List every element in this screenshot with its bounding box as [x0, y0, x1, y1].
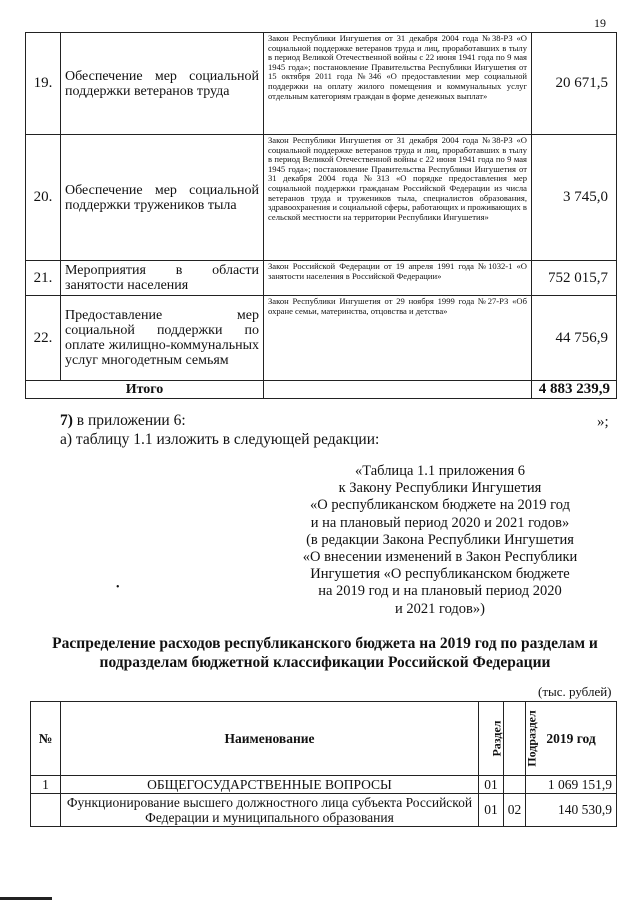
units-label: (тыс. рублей) [538, 684, 612, 699]
row-subsection [504, 776, 526, 794]
caption-line: Ингушетия «О республиканском бюджете [310, 566, 570, 583]
budget-table [30, 701, 617, 827]
caption-line: «О республиканском бюджете на 2019 год [310, 497, 570, 514]
row-number: 19. [26, 33, 61, 135]
section-heading: Распределение расходов республиканского бюджета на 2019 год по разделам и подразделам бюджетной классификации Российской Федерации [52, 635, 598, 671]
total-row [26, 381, 617, 399]
row-number [31, 794, 61, 827]
paragraph-text: в приложении 6: [72, 412, 186, 429]
table-header-row [31, 702, 617, 776]
measure-name: Мероприятия в области занятости населения [61, 261, 264, 296]
caption-line: «Таблица 1.1 приложения 6 [355, 463, 525, 479]
table-row [31, 776, 617, 794]
total-amount: 4 883 239,9 [532, 381, 617, 399]
paragraph-a: а) таблицу 1.1 изложить в следующей редакции: [60, 431, 380, 448]
row-number: 20. [26, 135, 61, 261]
legal-basis: Закон Республики Ингушетия от 31 декабря 2004 года №38-РЗ «О социальной поддержке ветеранов труда и лиц, проработавших в тылу в период Великой Отечественной войны с 22 июня 1941 года по 9 мая 1945 года»; постановление Правительства Республики Ингушетия от 31 декабря 2004 года №313 «О порядке предоставления мер социальной поддержки гражданам Российской Федерации из числа ветеранов труда и тружеников тыла, специалистов образования, здравоохранения и социальной сферы, работающих и проживающих в сельской местности на территории Республики Ингушетия» [264, 135, 532, 261]
row-amount: 140 530,9 [526, 794, 617, 827]
legal-basis: Закон Республики Ингушетия от 29 ноября 1999 года №27-РЗ «Об охране семьи, материнства, отцовства и детства» [264, 296, 532, 381]
row-number: 1 [31, 776, 61, 794]
table-row [31, 794, 617, 827]
caption-line: и на плановый период 2020 и 2021 годов» [310, 514, 570, 531]
closing-quote: »; [597, 414, 609, 430]
row-name: Функционирование высшего должностного лица субъекта Российской Федерации и муниципального образования [61, 794, 479, 827]
caption-line: на 2019 год и на плановый период 2020 [318, 583, 562, 600]
table-row [26, 135, 617, 261]
scan-edge-mark [0, 897, 52, 900]
table-row [26, 296, 617, 381]
measure-name: Обеспечение мер социальной поддержки ветеранов труда [61, 33, 264, 135]
caption-line: и 2021 годов») [395, 600, 485, 617]
measure-name: Предоставление мер социальной поддержки по оплате жилищно-коммунальных услуг многодетным семьям [61, 296, 264, 381]
col-header-num: № [31, 702, 61, 776]
row-number: 22. [26, 296, 61, 381]
col-header-section [479, 702, 504, 776]
stray-dot: • [116, 582, 120, 593]
page-number: 19 [594, 16, 606, 30]
amount: 3 745,0 [532, 135, 617, 261]
total-label: Итого [26, 381, 264, 399]
social-support-table [25, 32, 617, 399]
caption-line: «О внесении изменений в Закон Республики [302, 549, 578, 566]
total-empty-cell [264, 381, 532, 399]
amount: 752 015,7 [532, 261, 617, 296]
col-header-subsection [504, 702, 539, 776]
table-row [26, 261, 617, 296]
table-caption [290, 463, 590, 618]
row-number: 21. [26, 261, 61, 296]
paragraph-7 [60, 412, 186, 430]
col-header-year: 2019 год [526, 702, 617, 776]
row-section: 01 [479, 794, 504, 827]
caption-line: (в редакции Закона Республики Ингушетия [306, 531, 574, 548]
measure-name: Обеспечение мер социальной поддержки тружеников тыла [61, 135, 264, 261]
row-amount: 1 069 151,9 [526, 776, 617, 794]
amount: 44 756,9 [532, 296, 617, 381]
col-header-section-label: Раздел [489, 720, 504, 757]
amount: 20 671,5 [532, 33, 617, 135]
row-subsection: 02 [504, 794, 526, 827]
row-section: 01 [479, 776, 504, 794]
legal-basis: Закон Республики Ингушетия от 31 декабря 2004 года №38-РЗ «О социальной поддержке ветеранов труда и лиц, проработавших в тылу в период Великой Отечественной войны с 22 июня 1941 года по 9 мая 1945 года»; постановление Правительства Республики Ингушетия от 15 октября 2011 года №346 «О предоставлении мер социальной поддержки на оплату жилого помещения и коммунальных услуг отдельным категориям граждан в форме денежных выплат» [264, 33, 532, 135]
paragraph-number: 7) [60, 412, 73, 429]
caption-line: к Закону Республики Ингушетия [338, 480, 542, 497]
col-header-name: Наименование [61, 702, 479, 776]
col-header-subsection-label: Подраздел [524, 710, 539, 767]
row-name: ОБЩЕГОСУДАРСТВЕННЫЕ ВОПРОСЫ [61, 776, 479, 794]
table-row [26, 33, 617, 135]
legal-basis: Закон Российской Федерации от 19 апреля 1991 года №1032-1 «О занятости населения в Российской Федерации» [264, 261, 532, 296]
